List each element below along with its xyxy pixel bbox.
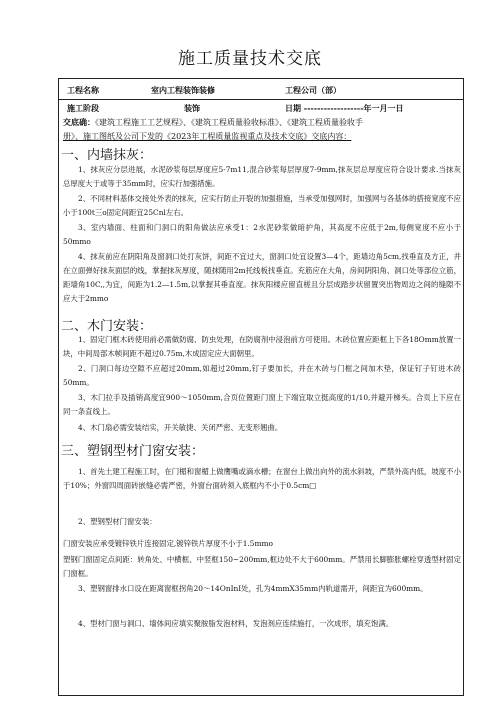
basis-text-1: 《建筑工程施工工艺规程》、《建筑工程质量验收标准》、《建筑工程质量验收手: [95, 118, 363, 127]
section1-paragraph-4: 4、抹灰前应在阴阳角及窗洞口处打灰饼，间距不宜过大，窗洞口处宜设置3—4个，距墙边角5cm,找垂直及方正，并在立面弹好抹灰面层的线，掌握抹灰厚度，随抹随用2m托线板找垂直。充筋应在大角，房间阴阳角、洞口处等部位立筋，距墙角10C,,为宜，间距为1.2—1.5m,以掌握其垂直度。抹灰阳楼应留直槎且分层成踏步状留置突出物周边之间的缝隙不应大于2mmo: [63, 252, 461, 303]
basis-line-1: [63, 117, 363, 128]
section3-paragraph-4: 塑钢门窗固定点间距：转角处、中横框、中竖框150~200mm,框边处不大于600mm。严禁用长脚膨胀螺栓穿透型材固定门窗框。: [63, 555, 461, 578]
stage-value: 装饰: [184, 103, 200, 113]
section1-paragraph-1: 1、抹灰应分层进展，水泥砂浆每层厚度应5-7m11,混合砂浆每层厚度7-9mm,抹灰层总厚度应符合设计要求.当抹灰总厚度大于或等于35mm时，应实行加强措施。: [63, 165, 461, 188]
document-title: 施工质量技术交底: [178, 49, 322, 69]
section-heading-wood-door: 二、木门安装：: [61, 319, 153, 334]
section3-paragraph-3: 门窗安装应承受镀锌铁片连接固定,镀锌铁片厚度不小于1.5mmo: [63, 539, 273, 548]
company-name: 工程公司（部）: [285, 85, 341, 95]
section3-paragraph-5: 3、塑钢窗排水口设在距离窗框拐角20～14OnInI处，孔为4mmX35mm内轨道需开，间距宜为600mm。: [78, 584, 428, 593]
section2-paragraph-3: 3、木门拉手及插销高度宜900～1050mm,合页位置距门窗上下端宜取立挺高度的1/10,并避开梯头。合页上下应在同一条直线上。: [63, 393, 461, 416]
basis-line-2: 册》、施工图纸及公司下发的《2023年工程质量监视重点及技术交底》交底内容：: [63, 132, 352, 141]
project-name: 室内工程装饰装修: [151, 85, 215, 95]
section-heading-plastering: 一、内墙抹灰：: [61, 148, 153, 163]
section2-paragraph-2: 2、门洞口每边空隙不应超过20mm,如超过20mm,钉子要加长，并在木砖与门框之间加木垫，保证钉子钉进木砖50mm。: [63, 364, 461, 387]
section1-paragraph-2: 2、不同材料基体交接处外表的抹灰，应实行防止开裂的加强措施，当承受加强网时，加强网与各基体的搭接宽度不应小于100t三o固定间距宜25Cnl左右。: [63, 194, 461, 217]
section2-paragraph-1: 1、固定门框木砖使用前必需做防腐、防虫处理，在防腐剂中浸泡前方可使用。木砖位置应距框上下各18Omm放置一块，中间局部木帧间距不超过0.75m,木成固定应大面朝里。: [63, 335, 461, 358]
section3-paragraph-1: 1、首先土建工程施工时，在门楣和窗楣上做鹰嘴或滴水槽；在窗台上做出向外的流水斜坡，严禁外高内低，坡度不小于10%；外窗四周面砖嵌缝必需严密，外窗台面砖须入底框内不小于0.5cm□: [63, 467, 461, 490]
section3-paragraph-2: 2、塑钢型材门窗安装：: [78, 517, 157, 526]
project-label: 工程名称: [67, 85, 99, 95]
date-field: 日期 ------------------年一月一日: [285, 103, 404, 113]
header-divider: [59, 99, 463, 100]
section2-paragraph-4: 4、木门扇必需安装结实，开关敏捷、关闭严密、无变形翘曲。: [78, 423, 283, 432]
disclosure-form: [58, 78, 464, 696]
basis-label: 交底确：: [63, 117, 95, 127]
section1-paragraph-3: 3、室内墙面、柱面和门洞口的阳角做法应承受1：2水泥砂浆做暗护角，其高度不应低于2m,每侧宽度不应小于50mmo: [63, 223, 461, 246]
section-heading-plastic-steel: 三、塑钢型材门窗安装：: [61, 444, 205, 459]
stage-label: 施工阶段: [67, 103, 99, 113]
section3-paragraph-6: 4、型材门窗与洞口、墙体间应填实聚胺脂发泡材料，发泡剂应连续施打，一次成形，填充饱满。: [78, 619, 394, 628]
